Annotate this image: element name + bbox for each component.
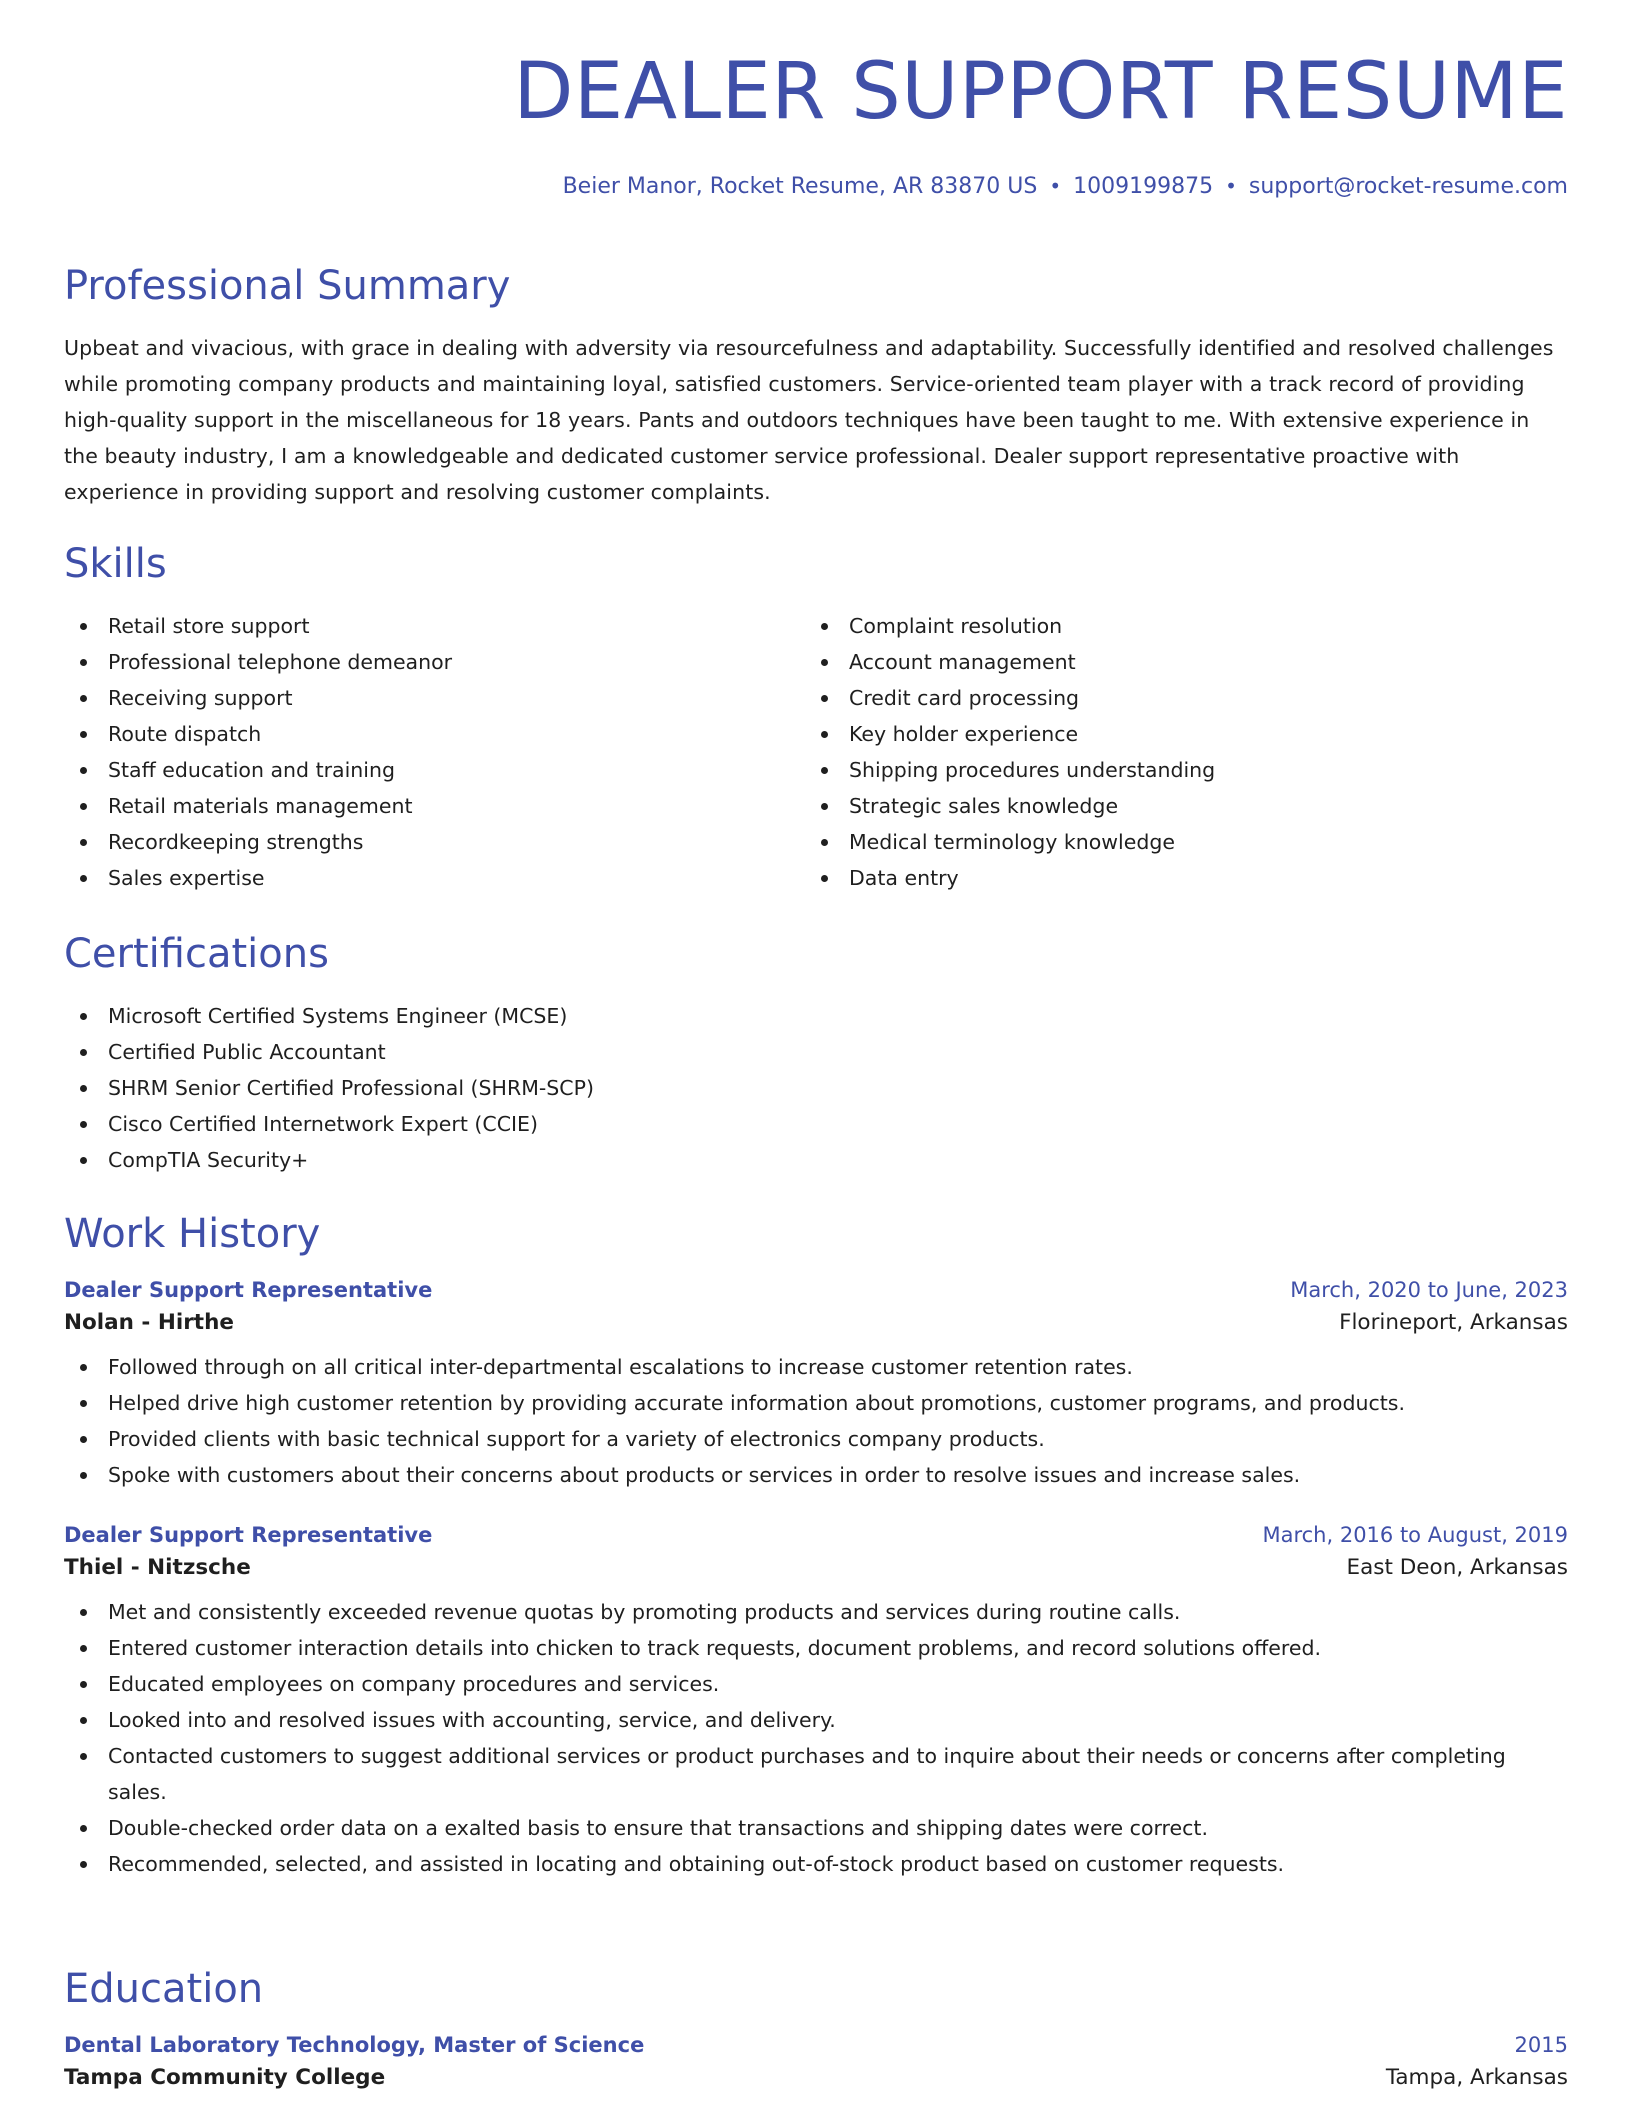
certification-item: Certified Public Accountant xyxy=(64,1034,1568,1070)
certifications-heading: Certifications xyxy=(64,931,329,977)
contact-separator: • xyxy=(1225,173,1237,198)
skill-item: Recordkeeping strengths xyxy=(64,824,805,860)
job-duties-list xyxy=(64,1594,1568,1882)
education-entry xyxy=(64,2033,1568,2090)
education-degree: Dental Laboratory Technology, Master of Science xyxy=(64,2033,645,2057)
job-header-row xyxy=(64,1278,1568,1302)
skill-item: Staff education and training xyxy=(64,752,805,788)
job-title: Dealer Support Representative xyxy=(64,1523,433,1547)
job-location: Florineport, Arkansas xyxy=(1339,1310,1568,1335)
certifications-section xyxy=(64,930,1568,1178)
job-dates: March, 2020 to June, 2023 xyxy=(1290,1278,1568,1302)
skill-item: Route dispatch xyxy=(64,716,805,752)
certification-item: CompTIA Security+ xyxy=(64,1142,1568,1178)
education-year: 2015 xyxy=(1514,2033,1568,2057)
skill-item: Complaint resolution xyxy=(805,608,1546,644)
skill-item: Sales expertise xyxy=(64,860,805,896)
skill-item: Shipping procedures understanding xyxy=(805,752,1546,788)
summary-section xyxy=(64,262,1568,510)
job-duty-item: Spoke with customers about their concerns about products or services in order to resolve issues and increase sales. xyxy=(64,1457,1568,1493)
contact-email[interactable]: support@rocket-resume.com xyxy=(1248,173,1568,199)
job-company-row xyxy=(64,1310,1568,1335)
contact-line xyxy=(64,174,1568,199)
contact-phone: 1009199875 xyxy=(1073,173,1214,199)
education-school: Tampa Community College xyxy=(64,2065,386,2090)
job-company-row xyxy=(64,1555,1568,1580)
skills-section xyxy=(64,540,1568,896)
job-entry xyxy=(64,1278,1568,1493)
summary-text: Upbeat and vivacious, with grace in dealing with adversity via resourcefulness and adaptability. Successfully identified and resolved challenges while promoting company products and maintaining loyal, satisfied customers. Service-oriented team player with a track record of providing high-quality support in the miscellaneous for 18 years. Pants and outdoors techniques have been taught to me. With extensive experience in the beauty industry, I am a knowledgeable and dedicated customer service professional. Dealer support representative proactive with experience in providing support and resolving customer complaints. xyxy=(64,336,1554,504)
job-duty-item: Provided clients with basic technical support for a variety of electronics company products. xyxy=(64,1421,1568,1457)
job-duty-item: Double-checked order data on a exalted basis to ensure that transactions and shipping dates were correct. xyxy=(64,1810,1568,1846)
job-duty-item: Entered customer interaction details into chicken to track requests, document problems, and record solutions offered. xyxy=(64,1630,1568,1666)
job-header-row xyxy=(64,1523,1568,1547)
skill-item: Data entry xyxy=(805,860,1546,896)
job-duty-item: Met and consistently exceeded revenue quotas by promoting products and services during routine calls. xyxy=(64,1594,1568,1630)
job-duty-item: Looked into and resolved issues with accounting, service, and delivery. xyxy=(64,1702,1568,1738)
education-location: Tampa, Arkansas xyxy=(1385,2065,1568,2090)
resume-title: DEALER SUPPORT RESUME xyxy=(513,47,1568,137)
contact-separator: • xyxy=(1049,173,1062,198)
skill-item: Retail materials management xyxy=(64,788,805,824)
skill-item: Strategic sales knowledge xyxy=(805,788,1546,824)
contact-address: Beier Manor, Rocket Resume, AR 83870 US xyxy=(562,173,1038,199)
summary-heading: Professional Summary xyxy=(64,263,511,309)
job-duties-list xyxy=(64,1349,1568,1493)
skill-item: Key holder experience xyxy=(805,716,1546,752)
skills-right-list xyxy=(805,608,1546,896)
education-heading: Education xyxy=(64,1966,264,2012)
skills-left-list xyxy=(64,608,805,896)
job-company: Nolan - Hirthe xyxy=(64,1310,234,1335)
education-section xyxy=(64,1965,1568,2090)
job-dates: March, 2016 to August, 2019 xyxy=(1262,1523,1568,1547)
certification-item: SHRM Senior Certified Professional (SHRM-SCP) xyxy=(64,1070,1568,1106)
job-company: Thiel - Nitzsche xyxy=(64,1555,251,1580)
education-header-row xyxy=(64,2033,1568,2057)
skill-item: Retail store support xyxy=(64,608,805,644)
skill-item: Credit card processing xyxy=(805,680,1546,716)
certification-item: Microsoft Certified Systems Engineer (MCSE) xyxy=(64,998,1568,1034)
job-location: East Deon, Arkansas xyxy=(1346,1555,1568,1580)
job-duty-item: Recommended, selected, and assisted in locating and obtaining out-of-stock product based on customer requests. xyxy=(64,1846,1568,1882)
skill-item: Medical terminology knowledge xyxy=(805,824,1546,860)
job-duty-item: Followed through on all critical inter-departmental escalations to increase customer retention rates. xyxy=(64,1349,1568,1385)
certifications-list xyxy=(64,998,1568,1178)
job-duty-item: Contacted customers to suggest additional services or product purchases and to inquire about their needs or concerns after completing sales. xyxy=(64,1738,1568,1810)
job-duty-item: Educated employees on company procedures and services. xyxy=(64,1666,1568,1702)
work-history-section xyxy=(64,1210,1568,1882)
skills-heading: Skills xyxy=(64,541,167,587)
skill-item: Professional telephone demeanor xyxy=(64,644,805,680)
job-duty-item: Helped drive high customer retention by providing accurate information about promotions, customer programs, and products. xyxy=(64,1385,1568,1421)
work-history-heading: Work History xyxy=(64,1211,321,1257)
skills-grid xyxy=(64,608,1568,896)
skill-item: Account management xyxy=(805,644,1546,680)
education-school-row xyxy=(64,2065,1568,2090)
job-entry xyxy=(64,1523,1568,1882)
job-title: Dealer Support Representative xyxy=(64,1278,433,1302)
certification-item: Cisco Certified Internetwork Expert (CCIE) xyxy=(64,1106,1568,1142)
skill-item: Receiving support xyxy=(64,680,805,716)
